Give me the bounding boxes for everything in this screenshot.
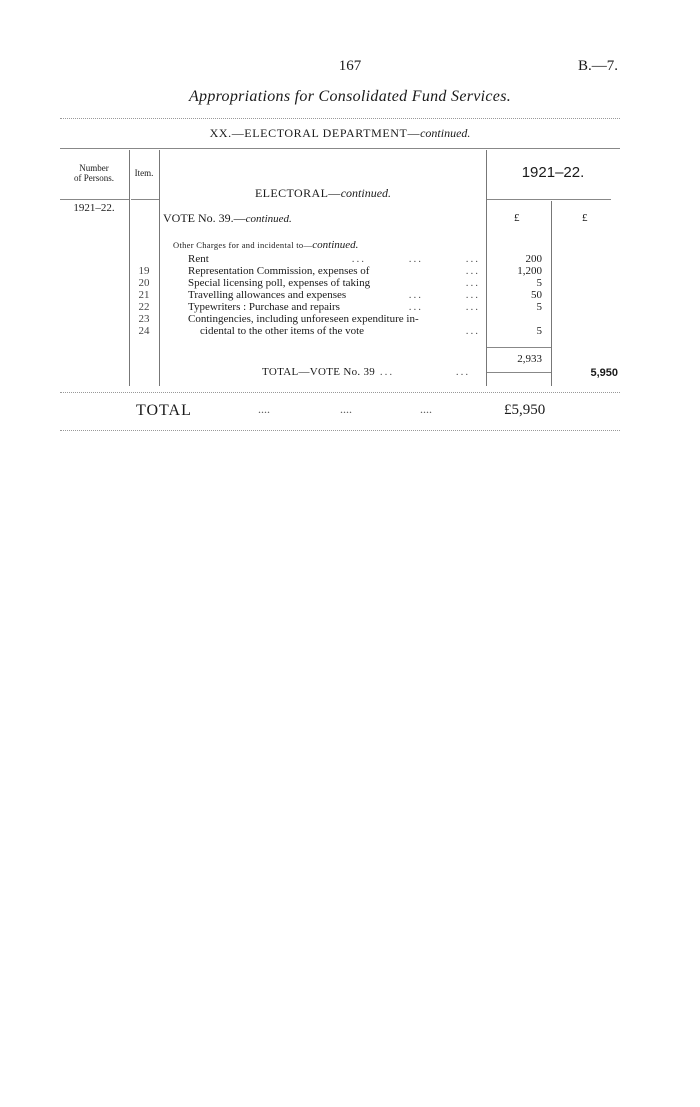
persons-year-label: 1921–22. xyxy=(73,202,115,214)
description-text: Special licensing poll, expenses of taking xyxy=(188,277,373,289)
subhead-other-charges xyxy=(173,239,358,251)
amount-value: 1,200 xyxy=(517,265,542,277)
document-reference: B.—7. xyxy=(577,58,618,74)
column-header-persons-line1: Number xyxy=(79,163,109,173)
amount-value: 50 xyxy=(531,289,542,301)
leader-dots: .... xyxy=(340,402,352,416)
total-vote-amount: 5,950 xyxy=(590,367,618,379)
rule-under-persons-header xyxy=(60,199,129,200)
department-title-main: XX.—ELECTORAL DEPARTMENT— xyxy=(209,126,421,140)
rule-under-year-header xyxy=(487,199,611,200)
currency-symbol-amounts: £ xyxy=(514,212,520,224)
rule-under-section-title xyxy=(60,118,620,119)
subtotal-rule xyxy=(487,347,551,348)
description-text: Contingencies, including unforeseen expenditure in- xyxy=(188,313,422,325)
rule-amount-right xyxy=(551,201,552,386)
vote-label xyxy=(163,211,292,226)
column-header-persons-line2: of Persons. xyxy=(74,173,114,183)
vote-label-main: VOTE No. 39.— xyxy=(163,211,246,225)
item-number: 20 xyxy=(138,277,150,289)
item-number: 24 xyxy=(138,325,150,337)
subtotal-underline xyxy=(487,372,551,373)
section-title: Appropriations for Consolidated Fund Services. xyxy=(188,88,512,105)
rule-below-total xyxy=(60,430,620,431)
leader-dots: ... ... xyxy=(408,289,480,301)
amount-value: 5 xyxy=(536,277,542,289)
grand-total-amount: £5,950 xyxy=(504,402,546,418)
leader-dots: ... xyxy=(465,325,480,337)
column-header-item: Item. xyxy=(134,168,154,178)
leader-dots: .... xyxy=(258,402,270,416)
page-number: 167 xyxy=(338,58,362,74)
item-number: 22 xyxy=(138,301,150,313)
table-row-description xyxy=(188,289,480,301)
table-row-description xyxy=(188,265,480,277)
total-vote-text: TOTAL—VOTE No. 39 xyxy=(262,366,376,378)
description-text: Rent xyxy=(188,253,212,265)
subtotal-value: 2,933 xyxy=(517,353,542,365)
grand-total-label: TOTAL xyxy=(136,402,192,419)
item-number: 23 xyxy=(138,313,150,325)
amount-value: 200 xyxy=(525,253,542,265)
table-heading xyxy=(160,186,486,201)
department-title xyxy=(0,126,680,141)
item-number: 21 xyxy=(138,289,150,301)
description-text: cidental to the other items of the vote xyxy=(200,325,367,337)
rule-under-item-header xyxy=(131,199,159,200)
table-row-description xyxy=(188,313,488,325)
table-row-description xyxy=(200,325,480,337)
subhead-label: Other Charges for and incidental to— xyxy=(173,240,313,250)
leader-dots: ... xyxy=(465,265,480,277)
table-top-rule xyxy=(60,148,620,149)
table-row-description xyxy=(188,301,480,313)
amount-value: 5 xyxy=(536,325,542,337)
table-row-description xyxy=(188,277,480,289)
year-header: 1921–22. xyxy=(521,164,585,181)
vote-label-suffix: continued. xyxy=(245,213,292,225)
description-text: Representation Commission, expenses of xyxy=(188,265,372,277)
total-vote-label xyxy=(262,366,470,378)
item-number: 19 xyxy=(138,265,150,277)
leader-dots: ... ... ... xyxy=(351,253,480,265)
table-heading-main: ELECTORAL— xyxy=(254,186,341,200)
rule-above-total xyxy=(60,392,620,393)
table-row-description xyxy=(188,253,480,265)
amount-value: 5 xyxy=(536,301,542,313)
leader-dots: ... xyxy=(465,277,480,289)
description-text: Typewriters : Purchase and repairs xyxy=(188,301,343,313)
leader-dots: ... ... xyxy=(408,301,480,313)
subhead-suffix: continued. xyxy=(312,239,359,251)
leader-dots: ... ... xyxy=(375,366,471,378)
leader-dots: .... xyxy=(420,402,432,416)
column-header-persons xyxy=(60,163,128,183)
currency-symbol-totals: £ xyxy=(582,212,588,224)
table-heading-suffix: continued. xyxy=(340,186,392,200)
department-title-suffix: continued. xyxy=(420,126,471,140)
description-text: Travelling allowances and expenses xyxy=(188,289,349,301)
